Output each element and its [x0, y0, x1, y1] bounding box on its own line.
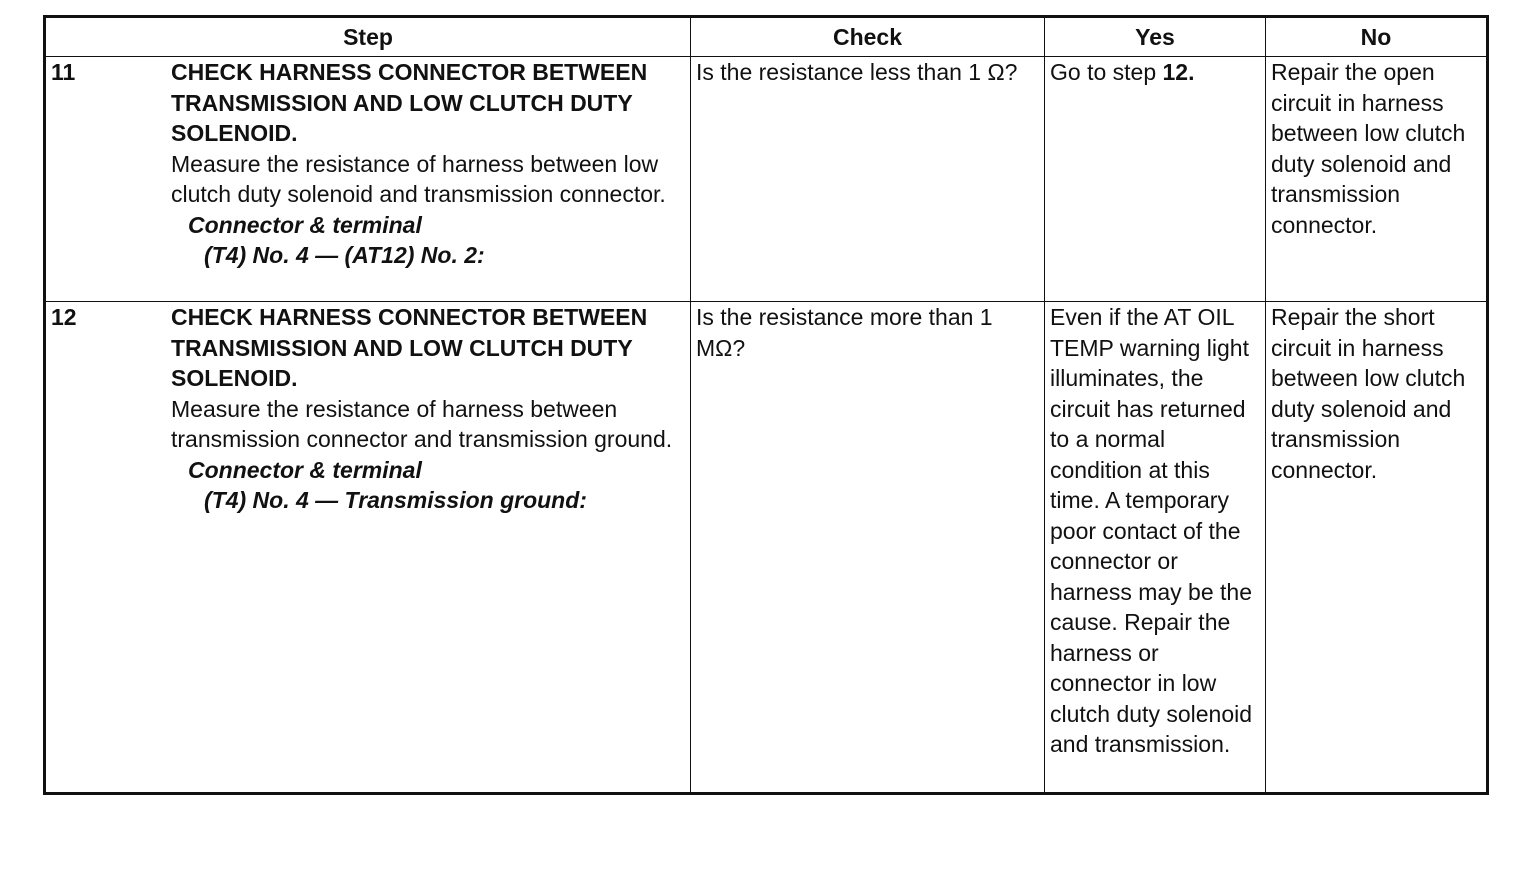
yes-cell: [1045, 57, 1266, 302]
header-step: Step: [45, 17, 691, 57]
check-cell: Is the resistance less than 1 Ω?: [691, 57, 1045, 302]
yes-step-ref: 12.: [1162, 59, 1195, 85]
yes-cell: Even if the AT OIL TEMP warning light illuminates, the circuit has returned to a normal condition at this time. A temporary poor contact of the connector or harness may be the cause. Repair the harness or connector in low clutch duty solenoid and transmission.: [1045, 302, 1266, 794]
connector-label: Connector & terminal: [188, 211, 422, 238]
header-yes: Yes: [1045, 17, 1266, 57]
step-title: CHECK HARNESS CONNECTOR BETWEEN TRANSMISSION AND LOW CLUTCH DUTY SOLENOID.: [171, 304, 648, 391]
header-no: No: [1266, 17, 1488, 57]
check-cell: Is the resistance more than 1 MΩ?: [691, 302, 1045, 794]
diagnostic-table: [43, 15, 1489, 795]
no-cell: Repair the short circuit in harness between low clutch duty solenoid and transmission connector.: [1266, 302, 1488, 794]
step-number: 11: [51, 59, 76, 85]
step-cell: [45, 302, 691, 794]
table-row: [45, 302, 1488, 794]
yes-text: Go to step: [1050, 59, 1163, 85]
step-description: Measure the resistance of harness between transmission connector and transmission ground.: [171, 395, 673, 452]
header-check: Check: [691, 17, 1045, 57]
step-title: CHECK HARNESS CONNECTOR BETWEEN TRANSMISSION AND LOW CLUTCH DUTY SOLENOID.: [171, 59, 648, 146]
terminal-spec: (T4) No. 4 — Transmission ground:: [204, 487, 587, 513]
connector-label: Connector & terminal: [188, 456, 422, 483]
step-number: 12: [51, 304, 77, 330]
step-description: Measure the resistance of harness between low clutch duty solenoid and transmission connector.: [171, 150, 666, 207]
header-row: [45, 17, 1488, 57]
table-row: [45, 57, 1488, 302]
terminal-spec: (T4) No. 4 — (AT12) No. 2:: [204, 242, 485, 268]
no-cell: Repair the open circuit in harness between low clutch duty solenoid and transmission connector.: [1266, 57, 1488, 302]
step-cell: [45, 57, 691, 302]
